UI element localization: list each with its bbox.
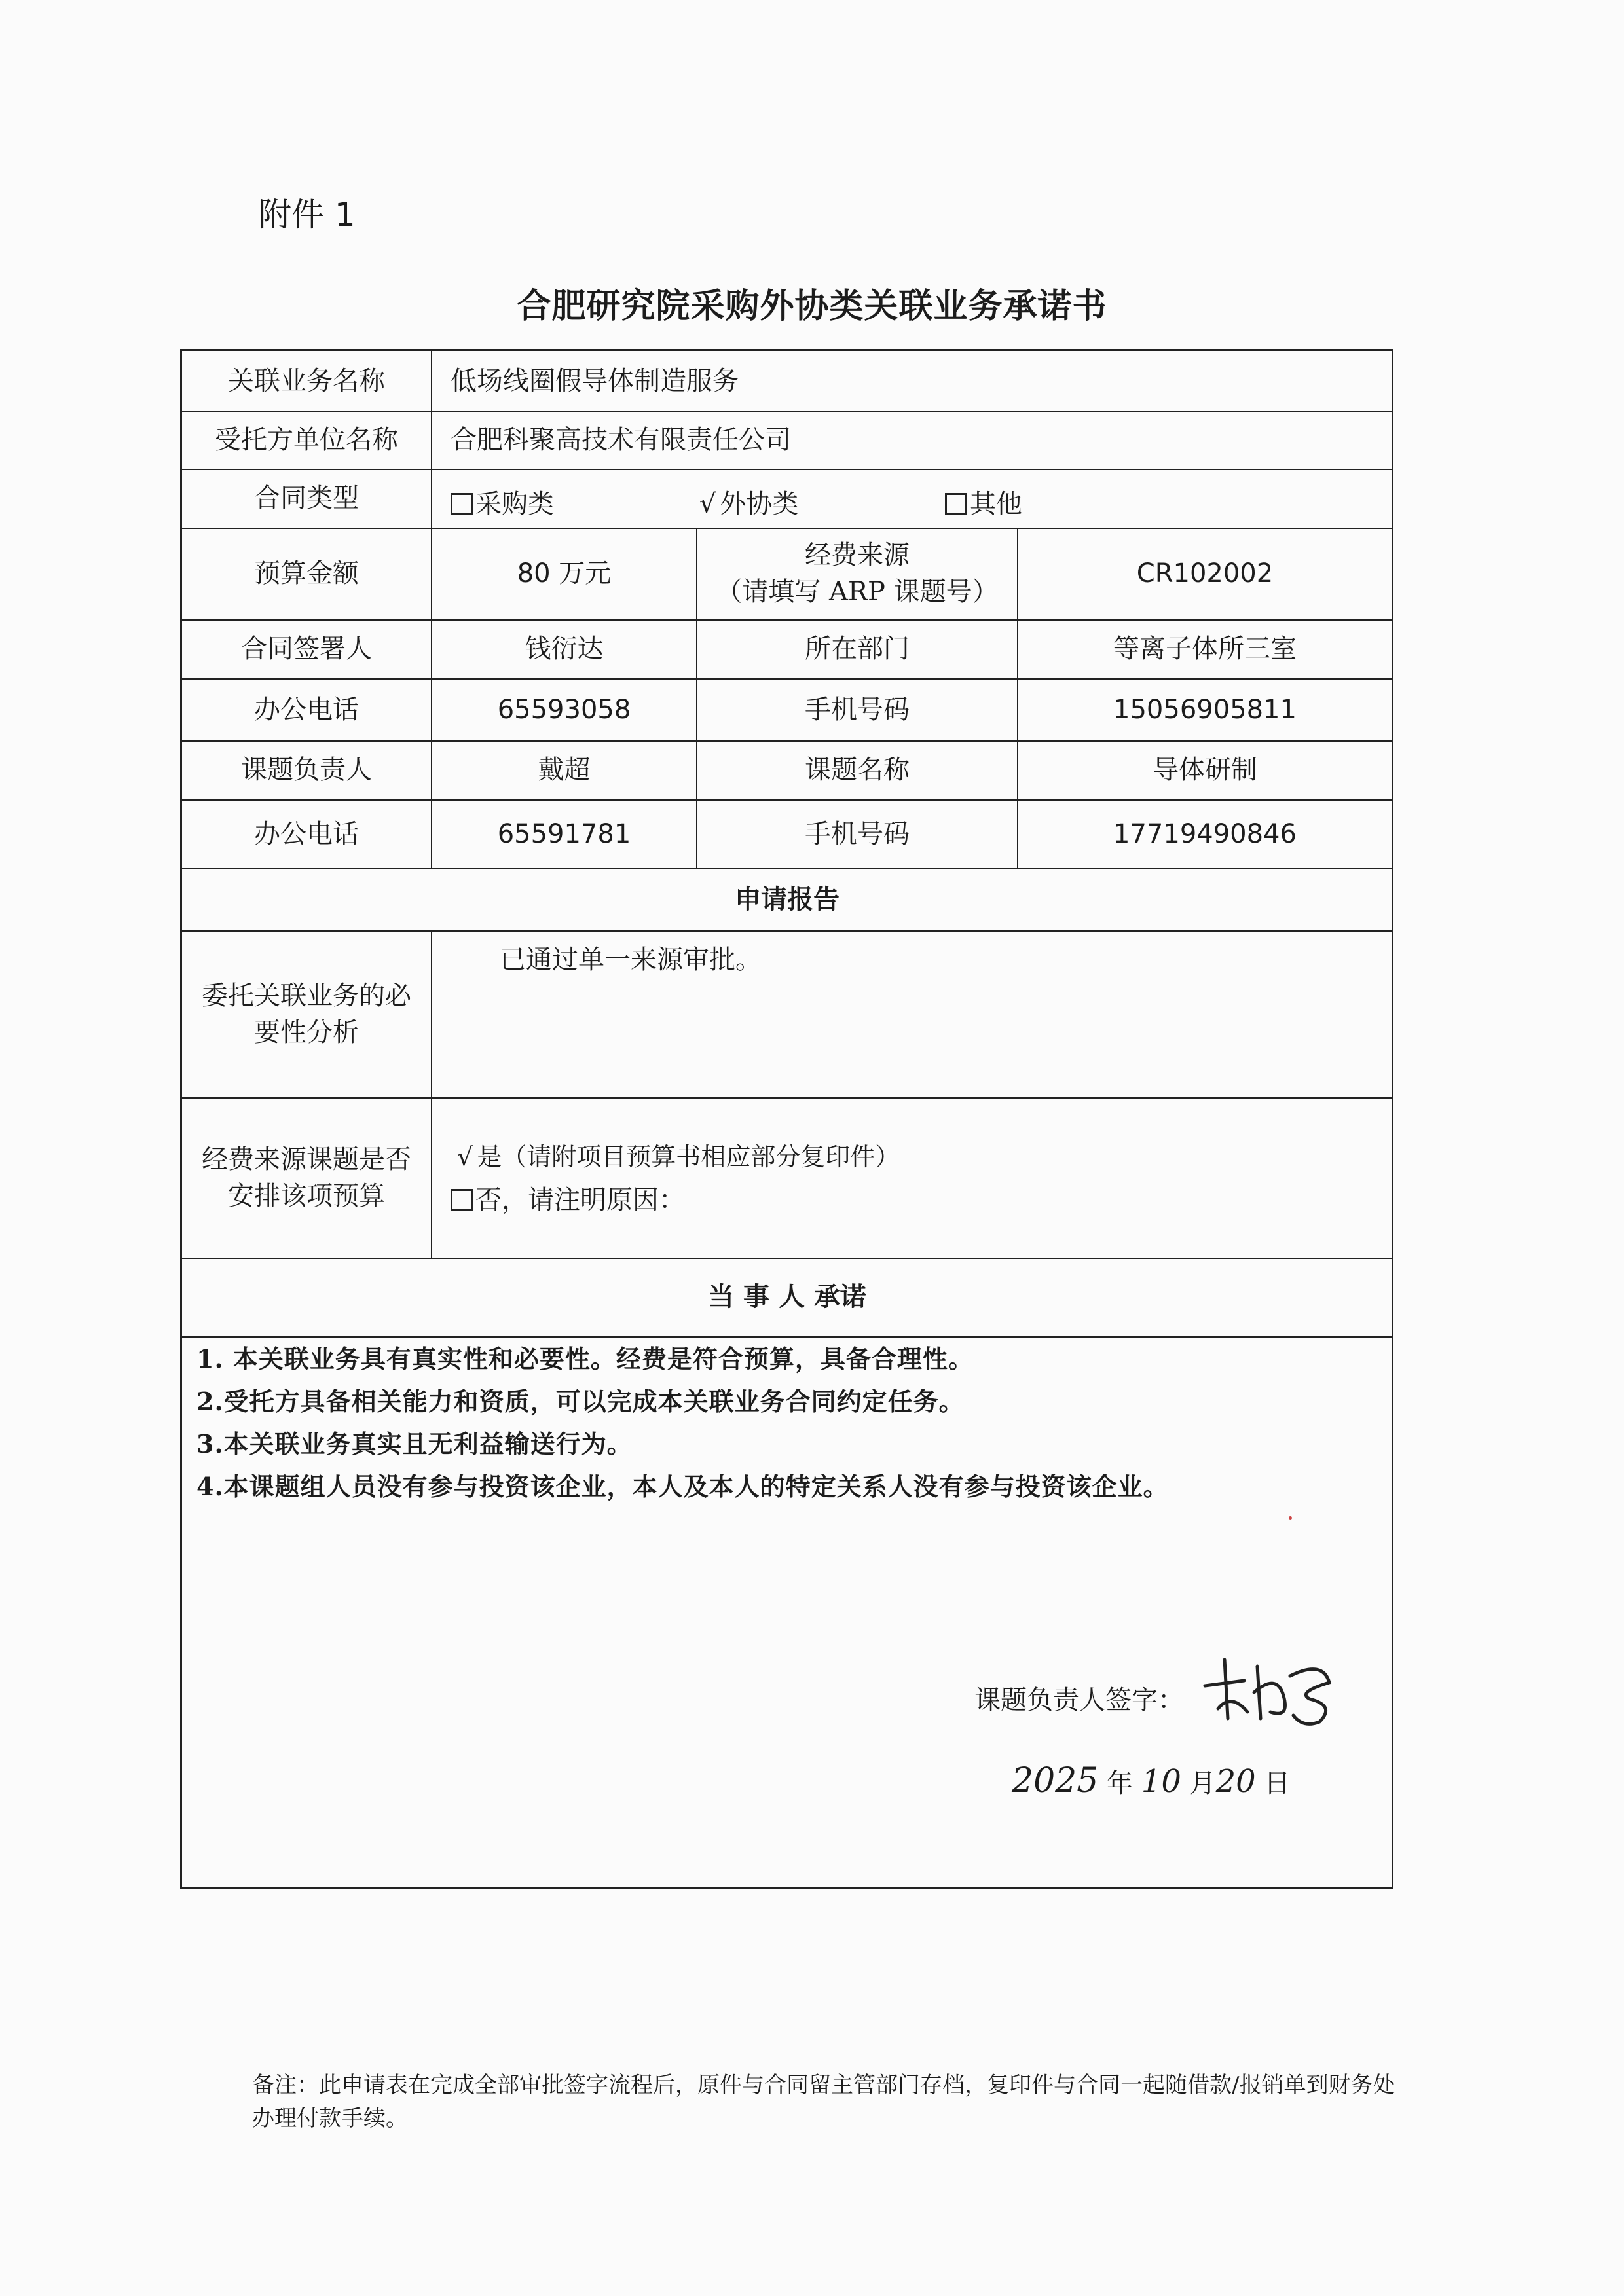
- checkbox-unchecked-icon: [451, 1189, 473, 1211]
- budget-value: 80 万元: [517, 558, 612, 589]
- contract-type-option-other[interactable]: 其他: [945, 483, 1022, 520]
- contract-type-label: 合同类型: [254, 483, 359, 513]
- signer-value: 钱衍达: [525, 634, 604, 664]
- pledge-item: 1. 本关联业务具有真实性和必要性。经费是符合预算，具备合理性。: [196, 1344, 974, 1374]
- signature-label: 课题负责人签字：: [974, 1685, 1184, 1715]
- necessity-value: 已通过单一来源审批。: [500, 945, 762, 975]
- pledge-item: 2.受托方具备相关能力和资质，可以完成本关联业务合同约定任务。: [196, 1387, 965, 1416]
- attachment-label: 附件 1: [259, 196, 356, 234]
- row-divider: [182, 1336, 1392, 1338]
- checkbox-unchecked-icon: [451, 493, 473, 515]
- handwritten-signature: [1198, 1647, 1349, 1732]
- project-name-label: 课题名称: [805, 755, 910, 785]
- department-label: 所在部门: [805, 634, 910, 664]
- date-month: 10: [1141, 1763, 1181, 1800]
- fund-source-value: CR102002: [1136, 558, 1274, 589]
- no-option[interactable]: 否，请注明原因：: [451, 1179, 685, 1216]
- pledge-heading: 当 事 人 承诺: [708, 1282, 866, 1312]
- fund-source-label: 经费来源 （请填写 ARP 课题号）: [716, 540, 999, 607]
- pi-label: 课题负责人: [241, 755, 372, 785]
- project-name-value: 导体研制: [1153, 755, 1257, 785]
- date-year: 2025: [1012, 1761, 1099, 1800]
- footnote: 备注：此申请表在完成全部审批签字流程后，原件与合同留主管部门存档，复印件与合同一起随借款/报销单到财务处办理付款手续。: [252, 2072, 1395, 2132]
- mobile-label: 手机号码: [805, 694, 910, 725]
- date-day: 20: [1215, 1763, 1256, 1800]
- pi-value: 戴超: [538, 755, 591, 785]
- signer-label: 合同签署人: [241, 634, 372, 664]
- contractor-value: 合肥科聚高技术有限责任公司: [451, 425, 791, 455]
- business-name-label: 关联业务名称: [228, 366, 385, 396]
- office-phone-value: 65593058: [497, 694, 631, 725]
- mobile-value: 17719490846: [1113, 818, 1297, 849]
- office-phone-value: 65591781: [497, 818, 631, 849]
- yes-option[interactable]: √ 是（请附项目预算书相应部分复印件）: [457, 1142, 900, 1171]
- contract-type-option-purchase[interactable]: 采购类: [451, 483, 554, 520]
- mobile-label: 手机号码: [805, 818, 910, 849]
- business-name-value: 低场线圈假导体制造服务: [451, 366, 739, 396]
- check-mark-icon: √: [699, 489, 716, 519]
- contractor-label: 受托方单位名称: [215, 425, 398, 455]
- office-phone-label: 办公电话: [254, 694, 359, 725]
- pledge-item: 3.本关联业务真实且无利益输送行为。: [196, 1429, 633, 1459]
- department-value: 等离子体所三室: [1113, 634, 1297, 664]
- contract-type-option-outsourcing[interactable]: √ 外协类: [699, 489, 799, 519]
- necessity-label: 委托关联业务的必要性分析: [202, 980, 411, 1048]
- column-divider: [431, 930, 432, 1258]
- budget-arranged-label: 经费来源课题是否安排该项预算: [202, 1144, 411, 1211]
- mobile-value: 15056905811: [1113, 694, 1297, 725]
- check-mark-icon: √: [457, 1142, 473, 1171]
- report-heading: 申请报告: [735, 884, 840, 915]
- office-phone-label: 办公电话: [254, 818, 359, 849]
- page-title: 合肥研究院采购外协类关联业务承诺书: [517, 287, 1107, 326]
- date-line: 2025 年 10 月20 日: [1012, 1761, 1291, 1800]
- pledge-item: 4.本课题组人员没有参与投资该企业，本人及本人的特定关系人没有参与投资该企业。: [196, 1472, 1169, 1501]
- checkbox-unchecked-icon: [945, 493, 967, 515]
- budget-label: 预算金额: [254, 558, 359, 589]
- ink-dot: [1289, 1516, 1292, 1520]
